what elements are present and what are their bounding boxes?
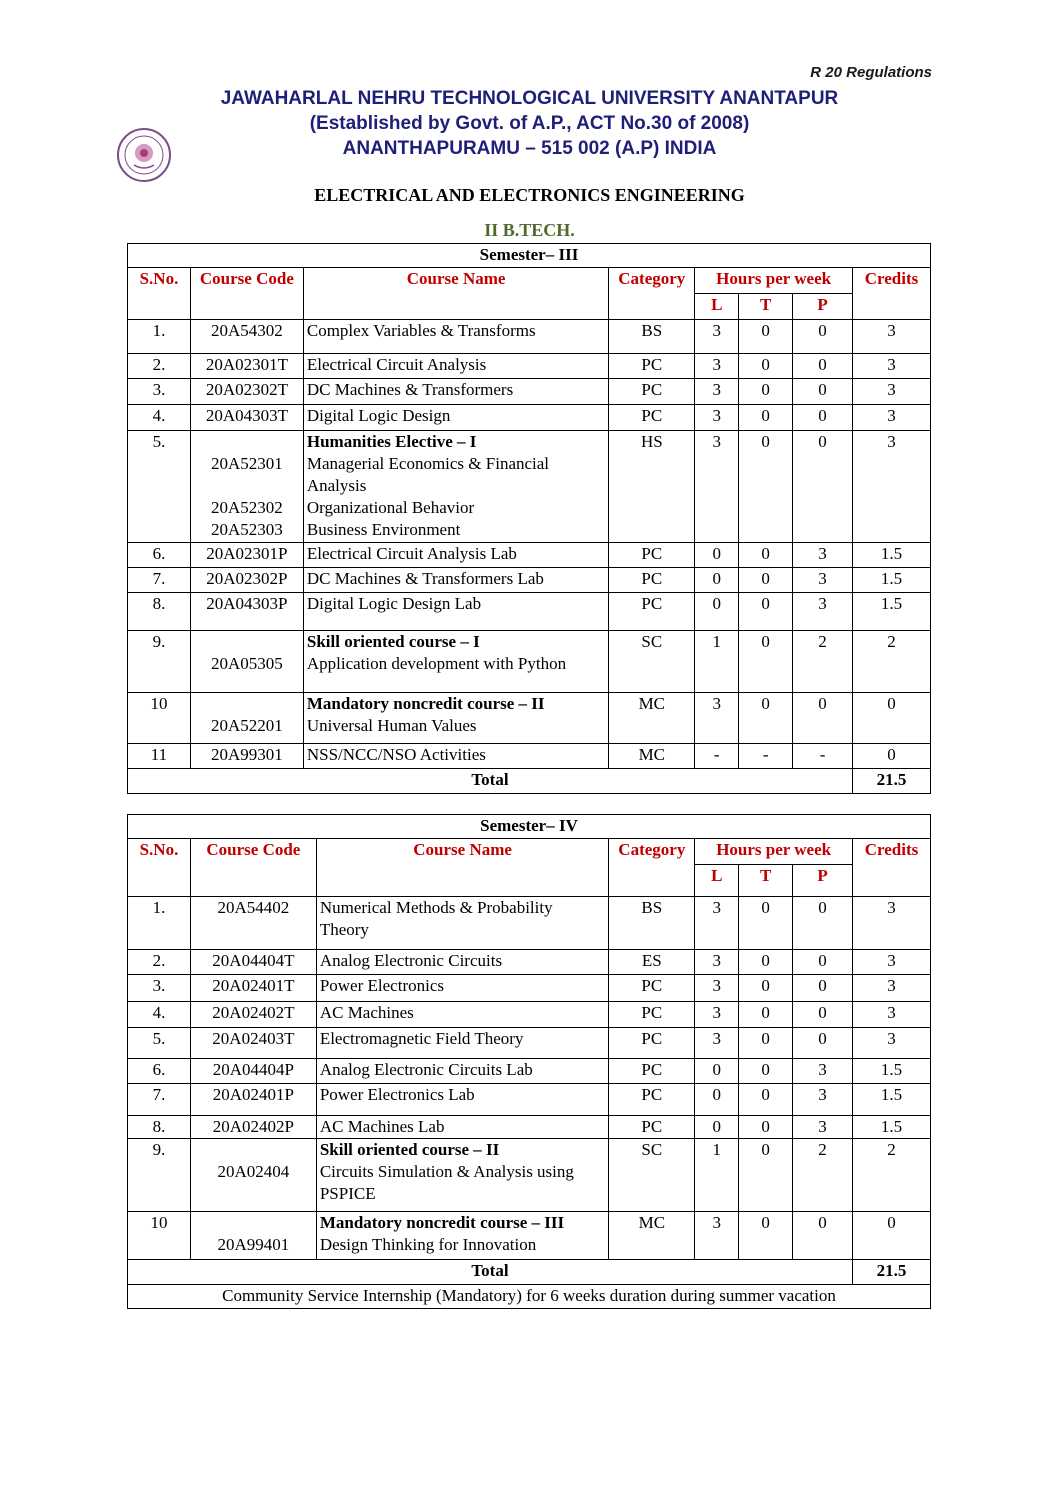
cell-t: 0 (739, 593, 793, 631)
cell-code: 20A02302P (190, 568, 303, 593)
total-credits: 21.5 (852, 1260, 930, 1285)
cell-category: PC (609, 975, 695, 1002)
cell-t: 0 (739, 320, 793, 354)
cell-category: MC (609, 1212, 695, 1260)
elective-name: Managerial Economics & Financial Analysis (306, 454, 550, 495)
col-credits: Credits (852, 268, 930, 320)
cell-sno: 7. (128, 568, 191, 593)
cell-p: 3 (793, 568, 853, 593)
cell-l: 0 (695, 593, 739, 631)
cell-code: 20A02401T (190, 975, 316, 1002)
course-name: Design Thinking for Innovation (319, 1235, 537, 1254)
cell-l: 0 (695, 1084, 739, 1116)
cell-code (190, 631, 303, 693)
cell-t: 0 (739, 1212, 793, 1260)
table-row (128, 320, 931, 354)
table-row (128, 1059, 931, 1084)
semester-3-table (127, 243, 931, 794)
cell-l: 3 (695, 1028, 739, 1059)
table-row (128, 568, 931, 593)
cell-p: 0 (793, 1028, 853, 1059)
cell-l: 0 (695, 543, 739, 568)
cell-p: 0 (793, 320, 853, 354)
cell-l: 3 (695, 1002, 739, 1028)
cell-credits: 3 (852, 950, 930, 975)
cell-sno: 6. (128, 543, 191, 568)
cell-category: PC (609, 593, 695, 631)
cell-code: 20A02401P (190, 1084, 316, 1116)
course-code: 20A05305 (211, 654, 283, 673)
cell-sno: 8. (128, 593, 191, 631)
table-row (128, 1212, 931, 1260)
table-row (128, 1139, 931, 1212)
total-row (128, 1260, 931, 1285)
cell-name: NSS/NCC/NSO Activities (303, 744, 608, 769)
col-t: T (739, 294, 793, 320)
cell-category: PC (609, 405, 695, 431)
cell-t: 0 (739, 897, 793, 950)
cell-l: 1 (695, 631, 739, 693)
table-row (128, 405, 931, 431)
table-row (128, 950, 931, 975)
cell-p: 3 (793, 1116, 853, 1139)
table-row (128, 693, 931, 744)
cell-name (316, 1212, 609, 1260)
cell-credits: 3 (852, 379, 930, 405)
cell-code: 20A02302T (190, 379, 303, 405)
cell-name: Digital Logic Design Lab (303, 593, 608, 631)
cell-category: PC (609, 543, 695, 568)
cell-l: - (695, 744, 739, 769)
col-code: Course Code (190, 839, 316, 897)
cell-name (316, 1139, 609, 1212)
cell-category: ES (609, 950, 695, 975)
cell-credits: 2 (852, 631, 930, 693)
cell-sno: 2. (128, 354, 191, 379)
cell-sno: 1. (128, 897, 191, 950)
cell-t: 0 (739, 693, 793, 744)
cell-category: SC (609, 631, 695, 693)
cell-p: 0 (793, 975, 853, 1002)
cell-category: PC (609, 568, 695, 593)
col-hours: Hours per week (695, 268, 853, 294)
cell-credits: 2 (852, 1139, 930, 1212)
cell-code: 20A02301T (190, 354, 303, 379)
cell-sno: 4. (128, 1002, 191, 1028)
col-category: Category (609, 268, 695, 320)
elective-code: 20A52302 (211, 498, 283, 517)
cell-p: 3 (793, 1059, 853, 1084)
cell-p: 0 (793, 1002, 853, 1028)
table-row (128, 897, 931, 950)
col-hours: Hours per week (695, 839, 853, 865)
cell-p: 0 (793, 431, 853, 543)
cell-name (303, 693, 608, 744)
cell-l: 3 (695, 950, 739, 975)
elective-code: 20A52303 (211, 520, 283, 539)
cell-t: 0 (739, 354, 793, 379)
cell-t: 0 (739, 405, 793, 431)
cell-p: 0 (793, 354, 853, 379)
col-p: P (793, 865, 853, 897)
col-name: Course Name (316, 839, 609, 897)
cell-credits: 1.5 (852, 543, 930, 568)
col-l: L (695, 294, 739, 320)
cell-sno: 7. (128, 1084, 191, 1116)
cell-name: DC Machines & Transformers Lab (303, 568, 608, 593)
cell-name: Analog Electronic Circuits (316, 950, 609, 975)
cell-category: MC (609, 744, 695, 769)
cell-t: 0 (739, 1002, 793, 1028)
cell-t: 0 (739, 1139, 793, 1212)
cell-l: 3 (695, 320, 739, 354)
cell-name: Power Electronics Lab (316, 1084, 609, 1116)
cell-code: 20A99301 (190, 744, 303, 769)
cell-l: 3 (695, 1212, 739, 1260)
cell-code (190, 1212, 316, 1260)
cell-p: - (793, 744, 853, 769)
semester-3-title: Semester– III (128, 244, 931, 268)
cell-credits: 3 (852, 975, 930, 1002)
cell-credits: 1.5 (852, 1116, 930, 1139)
university-logo (116, 127, 172, 183)
cell-p: 2 (793, 1139, 853, 1212)
cell-name: Analog Electronic Circuits Lab (316, 1059, 609, 1084)
elective-name: Organizational Behavior (306, 498, 475, 517)
cell-category: BS (609, 320, 695, 354)
table-row (128, 975, 931, 1002)
elective-heading: Humanities Elective – I (306, 432, 477, 451)
cell-sno: 9. (128, 1139, 191, 1212)
cell-t: 0 (739, 379, 793, 405)
cell-name: AC Machines (316, 1002, 609, 1028)
cell-sno: 3. (128, 975, 191, 1002)
cell-category: MC (609, 693, 695, 744)
course-name: Circuits Simulation & Analysis using PSPICE (319, 1162, 574, 1203)
university-name: JAWAHARLAL NEHRU TECHNOLOGICAL UNIVERSITY ANANTAPUR (220, 88, 839, 109)
year-title: II B.TECH. (484, 220, 575, 240)
table-row (128, 354, 931, 379)
cell-credits: 1.5 (852, 593, 930, 631)
semester-4-title: Semester– IV (128, 815, 931, 839)
cell-code: 20A04303P (190, 593, 303, 631)
cell-name: DC Machines & Transformers (303, 379, 608, 405)
cell-p: 0 (793, 405, 853, 431)
cell-l: 0 (695, 1059, 739, 1084)
cell-category: HS (609, 431, 695, 543)
cell-l: 3 (695, 975, 739, 1002)
cell-code (190, 1139, 316, 1212)
cell-credits: 3 (852, 431, 930, 543)
col-p: P (793, 294, 853, 320)
cell-p: 0 (793, 897, 853, 950)
cell-t: 0 (739, 950, 793, 975)
cell-sno: 8. (128, 1116, 191, 1139)
cell-t: 0 (739, 543, 793, 568)
cell-sno: 3. (128, 379, 191, 405)
cell-l: 1 (695, 1139, 739, 1212)
cell-name: Complex Variables & Transforms (303, 320, 608, 354)
table-row (128, 631, 931, 693)
cell-p: 0 (793, 950, 853, 975)
cell-code: 20A02402T (190, 1002, 316, 1028)
cell-p: 3 (793, 543, 853, 568)
cell-code (190, 693, 303, 744)
course-name: Application development with Python (306, 654, 567, 673)
course-group-heading: Mandatory noncredit course – II (306, 694, 545, 713)
cell-name: Digital Logic Design (303, 405, 608, 431)
cell-t: 0 (739, 1028, 793, 1059)
cell-sno: 10 (128, 1212, 191, 1260)
course-group-heading: Skill oriented course – II (319, 1140, 500, 1159)
col-t: T (739, 865, 793, 897)
col-category: Category (609, 839, 695, 897)
cell-l: 3 (695, 693, 739, 744)
cell-l: 3 (695, 431, 739, 543)
cell-code: 20A02402P (190, 1116, 316, 1139)
table-row (128, 379, 931, 405)
course-code: 20A52201 (211, 716, 283, 735)
cell-category: SC (609, 1139, 695, 1212)
cell-category: PC (609, 1059, 695, 1084)
col-name: Course Name (303, 268, 608, 320)
cell-category: BS (609, 897, 695, 950)
cell-t: 0 (739, 1059, 793, 1084)
table-row (128, 1028, 931, 1059)
course-code: 20A99401 (217, 1235, 290, 1254)
cell-sno: 6. (128, 1059, 191, 1084)
semester-4-table (127, 814, 931, 1309)
cell-t: 0 (739, 1116, 793, 1139)
cell-credits: 0 (852, 693, 930, 744)
cell-l: 3 (695, 379, 739, 405)
cell-name: Numerical Methods & Probability Theory (316, 897, 609, 950)
cell-l: 3 (695, 405, 739, 431)
cell-credits: 0 (852, 1212, 930, 1260)
cell-sno: 10 (128, 693, 191, 744)
cell-p: 0 (793, 1212, 853, 1260)
cell-l: 0 (695, 1116, 739, 1139)
cell-t: 0 (739, 431, 793, 543)
table-row (128, 1002, 931, 1028)
total-label: Total (128, 769, 853, 794)
cell-sno: 11 (128, 744, 191, 769)
cell-credits: 3 (852, 405, 930, 431)
cell-credits: 3 (852, 897, 930, 950)
total-credits: 21.5 (852, 769, 930, 794)
col-credits: Credits (852, 839, 930, 897)
course-group-heading: Mandatory noncredit course – III (319, 1213, 565, 1232)
col-code: Course Code (190, 268, 303, 320)
course-group-heading: Skill oriented course – I (306, 632, 480, 651)
cell-code: 20A54402 (190, 897, 316, 950)
total-row (128, 769, 931, 794)
table-row (128, 593, 931, 631)
cell-sno: 4. (128, 405, 191, 431)
cell-credits: 3 (852, 1002, 930, 1028)
cell-sno: 9. (128, 631, 191, 693)
elective-name: Business Environment (306, 520, 461, 539)
col-sno: S.No. (128, 839, 191, 897)
cell-l: 3 (695, 354, 739, 379)
cell-sno: 5. (128, 1028, 191, 1059)
cell-credits: 3 (852, 1028, 930, 1059)
establishment-line: (Established by Govt. of A.P., ACT No.30 of 2008) (309, 113, 750, 134)
cell-credits: 1.5 (852, 1084, 930, 1116)
cell-code (190, 431, 303, 543)
table-row (128, 431, 931, 543)
cell-t: 0 (739, 975, 793, 1002)
cell-l: 0 (695, 568, 739, 593)
table-row (128, 543, 931, 568)
cell-name (303, 431, 608, 543)
col-sno: S.No. (128, 268, 191, 320)
table-row (128, 744, 931, 769)
cell-code: 20A54302 (190, 320, 303, 354)
regulation-label: R 20 Regulations (810, 64, 932, 81)
cell-credits: 1.5 (852, 568, 930, 593)
total-label: Total (128, 1260, 853, 1285)
cell-name: Electrical Circuit Analysis (303, 354, 608, 379)
table-row (128, 1084, 931, 1116)
cell-name: Power Electronics (316, 975, 609, 1002)
cell-p: 2 (793, 631, 853, 693)
cell-category: PC (609, 379, 695, 405)
cell-code: 20A02301P (190, 543, 303, 568)
cell-sno: 2. (128, 950, 191, 975)
cell-credits: 3 (852, 320, 930, 354)
cell-category: PC (609, 354, 695, 379)
cell-name (303, 631, 608, 693)
table-row (128, 1116, 931, 1139)
cell-name: Electrical Circuit Analysis Lab (303, 543, 608, 568)
course-code: 20A02404 (217, 1162, 290, 1181)
cell-credits: 0 (852, 744, 930, 769)
cell-sno: 1. (128, 320, 191, 354)
cell-l: 3 (695, 897, 739, 950)
note-row (128, 1285, 931, 1309)
cell-name: Electromagnetic Field Theory (316, 1028, 609, 1059)
col-l: L (695, 865, 739, 897)
cell-p: 0 (793, 693, 853, 744)
cell-credits: 1.5 (852, 1059, 930, 1084)
cell-t: 0 (739, 631, 793, 693)
cell-t: 0 (739, 1084, 793, 1116)
department-title: ELECTRICAL AND ELECTRONICS ENGINEERING (314, 185, 745, 205)
cell-code: 20A02403T (190, 1028, 316, 1059)
university-address: ANANTHAPURAMU – 515 002 (A.P) INDIA (342, 138, 717, 159)
cell-p: 0 (793, 379, 853, 405)
elective-code: 20A52301 (211, 454, 283, 473)
cell-category: PC (609, 1028, 695, 1059)
cell-category: PC (609, 1084, 695, 1116)
cell-code: 20A04404P (190, 1059, 316, 1084)
cell-code: 20A04404T (190, 950, 316, 975)
course-name: Universal Human Values (306, 716, 477, 735)
internship-note: Community Service Internship (Mandatory) for 6 weeks duration during summer vacation (128, 1285, 931, 1309)
cell-t: - (739, 744, 793, 769)
cell-credits: 3 (852, 354, 930, 379)
cell-sno: 5. (128, 431, 191, 543)
cell-t: 0 (739, 568, 793, 593)
cell-p: 3 (793, 1084, 853, 1116)
cell-code: 20A04303T (190, 405, 303, 431)
cell-category: PC (609, 1002, 695, 1028)
cell-name: AC Machines Lab (316, 1116, 609, 1139)
cell-category: PC (609, 1116, 695, 1139)
cell-p: 3 (793, 593, 853, 631)
